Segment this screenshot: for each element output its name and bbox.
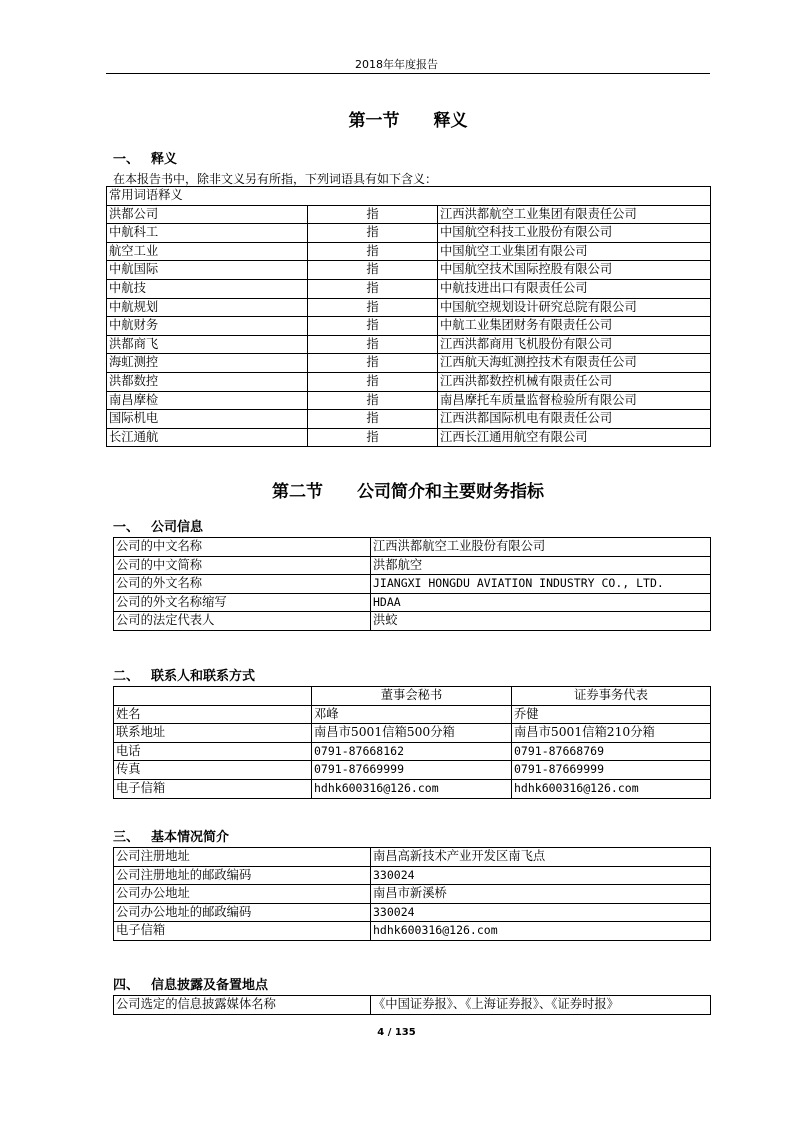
term-indicator-cell: 指: [308, 205, 438, 224]
term-indicator-cell: 指: [308, 261, 438, 280]
field-label-cell: 公司的法定代表人: [114, 612, 371, 631]
definition-cell: 南昌摩托车质量监督检验所有限公司: [438, 391, 711, 410]
basic-heading: [113, 826, 229, 845]
table-row: [107, 298, 711, 317]
disclosure-table: [113, 995, 711, 1015]
table-row: [107, 317, 711, 336]
term-indicator-cell: 指: [308, 298, 438, 317]
section2-title: 第二节 公司简介和主要财务指标: [272, 482, 544, 502]
contacts-col-representative: 证券事务代表: [512, 687, 711, 706]
contacts-col-secretary: 董事会秘书: [312, 687, 512, 706]
field-label-cell: 公司选定的信息披露媒体名称: [114, 996, 371, 1015]
field-label-cell: 电子信箱: [114, 922, 371, 941]
basic-number: 三、: [113, 830, 140, 845]
definition-cell: 江西长江通用航空有限公司: [438, 428, 711, 447]
table-row: [114, 705, 711, 724]
representative-value-cell: hdhk600316@126.com: [512, 779, 711, 798]
term-indicator-cell: 指: [308, 335, 438, 354]
field-label-cell: 电话: [114, 742, 312, 761]
field-value-cell: hdhk600316@126.com: [371, 922, 711, 941]
field-label-cell: 公司办公地址: [114, 885, 371, 904]
table-row: [107, 242, 711, 261]
field-label-cell: 公司的外文名称缩写: [114, 593, 371, 612]
section1-sub-label: 释义: [151, 152, 178, 167]
field-label-cell: 公司的中文简称: [114, 556, 371, 575]
table-row: [114, 724, 711, 743]
field-value-cell: 南昌市新溪桥: [371, 885, 711, 904]
disclosure-heading: [113, 974, 268, 993]
definition-cell: 江西洪都国际机电有限责任公司: [438, 410, 711, 429]
term-cell: 洪都公司: [107, 205, 308, 224]
field-label-cell: 联系地址: [114, 724, 312, 743]
field-value-cell: HDAA: [371, 593, 711, 612]
field-label-cell: 传真: [114, 761, 312, 780]
table-row: [107, 261, 711, 280]
term-cell: 洪都数控: [107, 372, 308, 391]
definition-cell: 江西洪都航空工业集团有限责任公司: [438, 205, 711, 224]
representative-value-cell: 0791-87669999: [512, 761, 711, 780]
disclosure-label: 信息披露及备置地点: [151, 978, 269, 993]
table-row: [114, 903, 711, 922]
term-cell: 中航国际: [107, 261, 308, 280]
term-cell: 中航规划: [107, 298, 308, 317]
secretary-value-cell: 0791-87669999: [312, 761, 512, 780]
term-cell: 海虹测控: [107, 354, 308, 373]
section1-title: 第一节 释义: [348, 111, 468, 131]
term-indicator-cell: 指: [308, 317, 438, 336]
table-row: [114, 742, 711, 761]
table-row: [107, 372, 711, 391]
disclosure-number: 四、: [113, 978, 140, 993]
representative-value-cell: 乔健: [512, 705, 711, 724]
field-label-cell: 公司的外文名称: [114, 575, 371, 594]
term-indicator-cell: 指: [308, 428, 438, 447]
table-row: [114, 538, 711, 557]
field-value-cell: JIANGXI HONGDU AVIATION INDUSTRY CO., LTD.: [371, 575, 711, 594]
table-row: [114, 593, 711, 612]
company-info-table: [113, 537, 711, 631]
table-row: [114, 779, 711, 798]
field-value-cell: 330024: [371, 903, 711, 922]
definition-cell: 中国航空工业集团有限公司: [438, 242, 711, 261]
table-row: [114, 612, 711, 631]
contacts-table: [113, 686, 711, 799]
term-cell: 洪都商飞: [107, 335, 308, 354]
page-number: 4 / 135: [377, 1027, 416, 1038]
term-indicator-cell: 指: [308, 410, 438, 429]
section1-subheading: [113, 148, 177, 167]
term-cell: 中航技: [107, 279, 308, 298]
table-row: [114, 866, 711, 885]
table-row: [114, 996, 711, 1015]
representative-value-cell: 南昌市5001信箱210分箱: [512, 724, 711, 743]
definition-cell: 中国航空科技工业股份有限公司: [438, 224, 711, 243]
secretary-value-cell: 邓峰: [312, 705, 512, 724]
company-info-number: 一、: [113, 520, 140, 535]
field-value-cell: 江西洪都航空工业股份有限公司: [371, 538, 711, 557]
field-label-cell: 公司办公地址的邮政编码: [114, 903, 371, 922]
section1-intro: 在本报告书中，除非文义另有所指，下列词语具有如下含义：: [113, 172, 438, 186]
table-row: [107, 224, 711, 243]
field-label-cell: 公司的中文名称: [114, 538, 371, 557]
field-label-cell: 姓名: [114, 705, 312, 724]
field-value-cell: 洪都航空: [371, 556, 711, 575]
table-row: [107, 428, 711, 447]
term-cell: 长江通航: [107, 428, 308, 447]
contacts-corner-cell: [114, 687, 312, 706]
table-row: [114, 922, 711, 941]
table-row: [114, 556, 711, 575]
basic-label: 基本情况简介: [151, 830, 230, 845]
secretary-value-cell: 南昌市5001信箱500分箱: [312, 724, 512, 743]
term-cell: 航空工业: [107, 242, 308, 261]
company-info-label: 公司信息: [151, 520, 204, 535]
term-indicator-cell: 指: [308, 354, 438, 373]
term-indicator-cell: 指: [308, 224, 438, 243]
definition-cell: 中国航空规划设计研究总院有限公司: [438, 298, 711, 317]
contacts-heading: [113, 665, 255, 684]
definition-cell: 中国航空技术国际控股有限公司: [438, 261, 711, 280]
table-row: [107, 391, 711, 410]
definitions-table: [106, 186, 711, 447]
field-value-cell: 330024: [371, 866, 711, 885]
term-indicator-cell: 指: [308, 391, 438, 410]
table-row: [114, 761, 711, 780]
definition-cell: 中航工业集团财务有限责任公司: [438, 317, 711, 336]
definition-cell: 江西洪都商用飞机股份有限公司: [438, 335, 711, 354]
definition-cell: 江西航天海虹测控技术有限责任公司: [438, 354, 711, 373]
table-row: [114, 848, 711, 867]
table-row: [107, 410, 711, 429]
term-cell: 国际机电: [107, 410, 308, 429]
table-row: [107, 205, 711, 224]
table-row: [107, 335, 711, 354]
field-value-cell: 南昌高新技术产业开发区南飞点: [371, 848, 711, 867]
term-indicator-cell: 指: [308, 242, 438, 261]
field-label-cell: 公司注册地址: [114, 848, 371, 867]
table-row: [114, 885, 711, 904]
secretary-value-cell: 0791-87668162: [312, 742, 512, 761]
contacts-label: 联系人和联系方式: [151, 669, 256, 684]
secretary-value-cell: hdhk600316@126.com: [312, 779, 512, 798]
table-row: [107, 279, 711, 298]
table-row: [114, 575, 711, 594]
definitions-table-caption: 常用词语释义: [107, 187, 711, 206]
definition-cell: 中航技进出口有限责任公司: [438, 279, 711, 298]
term-cell: 中航科工: [107, 224, 308, 243]
term-indicator-cell: 指: [308, 372, 438, 391]
header-rule: [106, 73, 710, 74]
table-row: [107, 354, 711, 373]
term-cell: 中航财务: [107, 317, 308, 336]
representative-value-cell: 0791-87668769: [512, 742, 711, 761]
term-indicator-cell: 指: [308, 279, 438, 298]
term-cell: 南昌摩检: [107, 391, 308, 410]
contacts-number: 二、: [113, 669, 140, 684]
section1-sub-number: 一、: [113, 152, 140, 167]
basic-info-table: [113, 847, 711, 941]
field-value-cell: 《中国证券报》、《上海证券报》、《证券时报》: [371, 996, 711, 1015]
field-value-cell: 洪蛟: [371, 612, 711, 631]
report-header-title: 2018年年度报告: [355, 58, 438, 71]
definition-cell: 江西洪都数控机械有限责任公司: [438, 372, 711, 391]
field-label-cell: 公司注册地址的邮政编码: [114, 866, 371, 885]
company-info-heading: [113, 516, 203, 535]
field-label-cell: 电子信箱: [114, 779, 312, 798]
